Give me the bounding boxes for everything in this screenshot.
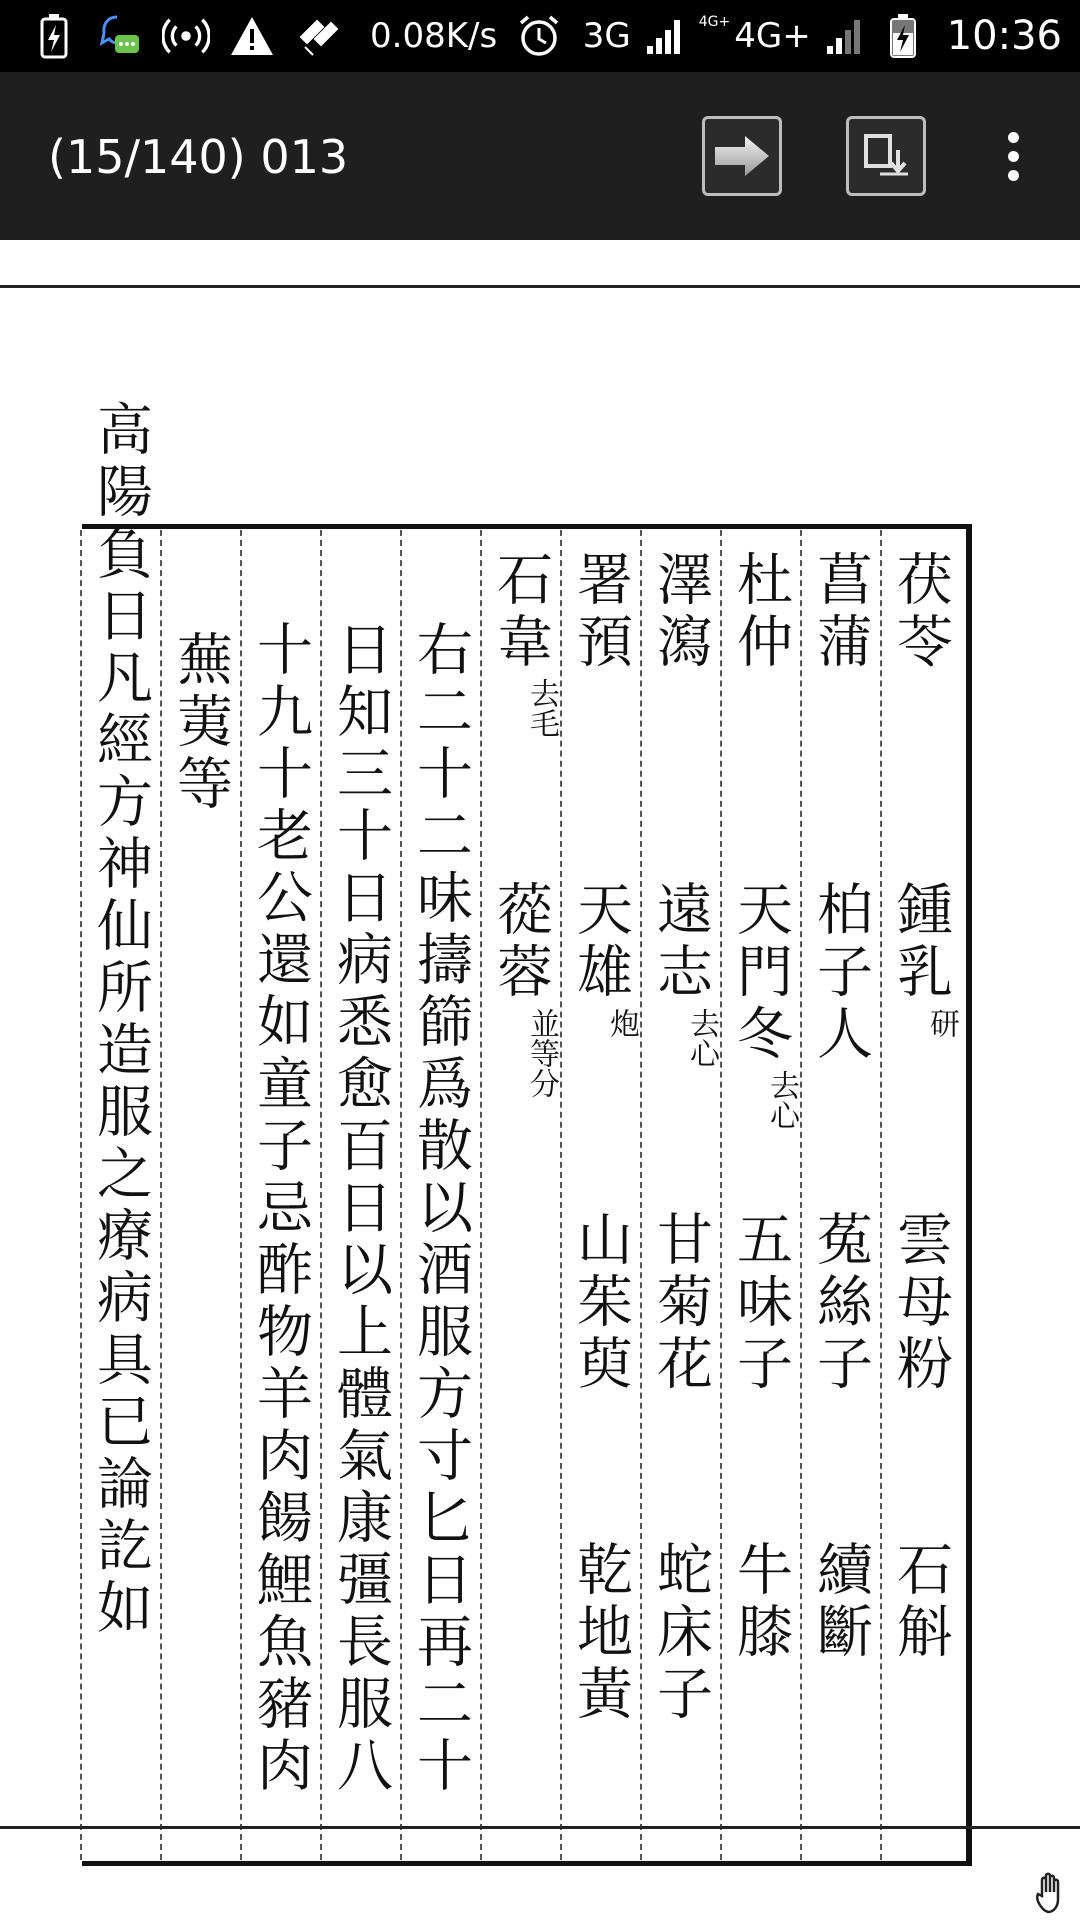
chat-notification-icon bbox=[96, 12, 144, 60]
scanned-page bbox=[80, 380, 980, 1798]
text-column bbox=[240, 550, 320, 1870]
app-bar bbox=[0, 72, 1080, 240]
status-icons-right bbox=[583, 8, 1062, 64]
hand-gesture-icon[interactable] bbox=[1030, 1870, 1076, 1916]
network-4g-label: 4G+ bbox=[734, 16, 811, 56]
prose-line: 蕪荑等 bbox=[168, 630, 233, 816]
next-page-button[interactable] bbox=[702, 116, 782, 196]
annotation-note: 並等分 bbox=[524, 1008, 559, 1098]
herb-entry: 石斛 bbox=[888, 1540, 953, 1664]
text-column bbox=[480, 550, 560, 1870]
prose-line: 十九十老公還如童子忌酢物羊肉餳鯉魚豬肉 bbox=[248, 620, 313, 1798]
herb-entry: 茯苓 bbox=[888, 550, 953, 674]
viewer-divider-bottom bbox=[0, 1826, 1080, 1829]
annotation-note: 研 bbox=[924, 1008, 959, 1038]
network-3g-label: 3G bbox=[582, 16, 631, 56]
herb-entry: 菟絲子 bbox=[808, 1210, 873, 1396]
text-column bbox=[400, 550, 480, 1870]
network-4g-small-label: 4G+ bbox=[698, 14, 731, 30]
tool-icon bbox=[294, 12, 342, 60]
battery-icon bbox=[879, 12, 927, 60]
annotation-note: 炮 bbox=[604, 1008, 639, 1038]
clock-time: 10:36 bbox=[946, 13, 1062, 59]
herb-entry: 甘菊花 bbox=[648, 1210, 713, 1396]
herb-entry: 續斷 bbox=[808, 1540, 873, 1664]
text-column bbox=[640, 550, 720, 1870]
prose-line: 高陽負日凡經方神仙所造服之療病具已論訖如 bbox=[88, 400, 153, 1640]
herb-entry: 雲母粉 bbox=[888, 1210, 953, 1396]
herb-entry: 天雄 bbox=[568, 880, 633, 1004]
hotspot-icon bbox=[162, 12, 210, 60]
herb-entry: 五味子 bbox=[728, 1210, 793, 1396]
download-page-icon bbox=[860, 130, 912, 182]
herb-entry: 菖蒲 bbox=[808, 550, 873, 674]
herb-entry: 蓯蓉 bbox=[488, 880, 553, 1004]
status-bar bbox=[0, 0, 1080, 72]
arrow-right-icon bbox=[711, 133, 773, 179]
net-speed: 0.08K/s bbox=[370, 16, 498, 56]
text-column bbox=[80, 400, 160, 1870]
prose-line: 右二十二味擣篩爲散以酒服方寸匕日再二十 bbox=[408, 620, 473, 1798]
text-column bbox=[560, 550, 640, 1870]
herb-entry: 鍾乳 bbox=[888, 880, 953, 1004]
alarm-icon bbox=[515, 12, 563, 60]
text-column bbox=[720, 550, 800, 1870]
battery-charging-icon bbox=[30, 12, 78, 60]
text-column bbox=[160, 550, 240, 1870]
herb-entry: 杜仲 bbox=[728, 550, 793, 674]
text-column bbox=[880, 550, 960, 1870]
text-column bbox=[800, 550, 880, 1870]
more-vertical-icon[interactable] bbox=[990, 116, 1036, 196]
herb-entry: 石韋 bbox=[488, 550, 553, 674]
text-column bbox=[320, 550, 400, 1870]
page-title: (15/140) 013 bbox=[48, 130, 349, 184]
annotation-note: 去毛 bbox=[524, 678, 559, 738]
prose-line: 日知三十日病悉愈百日以上體氣康彊長服八 bbox=[328, 620, 393, 1798]
save-page-button[interactable] bbox=[846, 116, 926, 196]
signal-icon bbox=[821, 12, 869, 60]
annotation-note: 去心 bbox=[684, 1008, 719, 1068]
warning-icon bbox=[228, 12, 276, 60]
herb-entry: 牛膝 bbox=[728, 1540, 793, 1664]
document-viewer[interactable] bbox=[0, 240, 1080, 1920]
signal-icon bbox=[641, 12, 689, 60]
herb-entry: 遠志 bbox=[648, 880, 713, 1004]
herb-entry: 署預 bbox=[568, 550, 633, 674]
status-icons-left bbox=[30, 8, 563, 64]
herb-entry: 山茱萸 bbox=[568, 1210, 633, 1396]
viewer-divider-top bbox=[0, 285, 1080, 288]
herb-entry: 天門冬 bbox=[728, 880, 793, 1066]
herb-entry: 澤瀉 bbox=[648, 550, 713, 674]
annotation-note: 去心 bbox=[764, 1070, 799, 1130]
herb-entry: 蛇床子 bbox=[648, 1540, 713, 1726]
herb-entry: 乾地黃 bbox=[568, 1540, 633, 1726]
herb-entry: 柏子人 bbox=[808, 880, 873, 1066]
